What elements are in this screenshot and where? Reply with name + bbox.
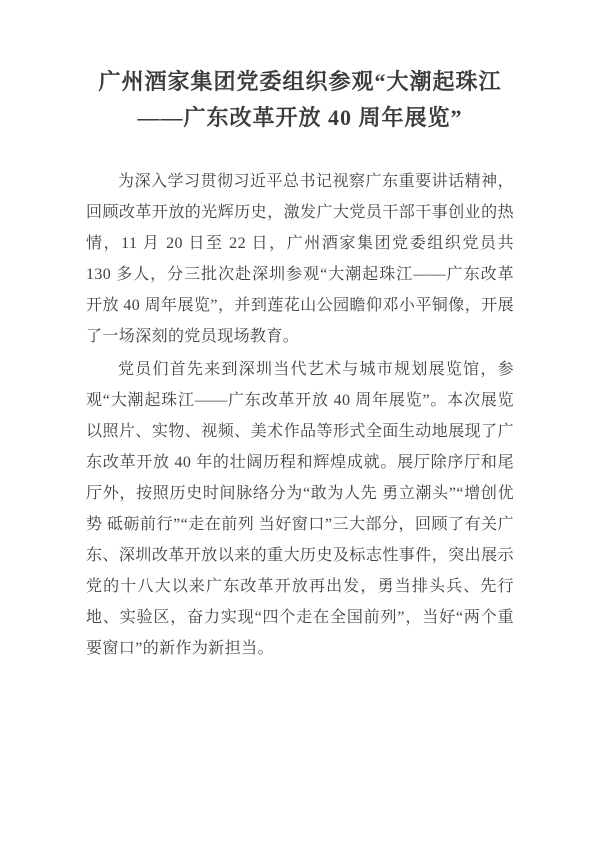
document-title xyxy=(86,64,514,136)
paragraph-intro: 为深入学习贯彻习近平总书记视察广东重要讲话精神，回顾改革开放的光辉历史，激发广大党员干部干事创业的热情，11 月 20 日至 22 日，广州酒家集团党委组织党员共 130 多人，分三批次赴深圳参观“大潮起珠江——广东改革开放 40 周年展览”，并到莲花山公园瞻仰邓小平铜像，开展了一场深刻的党员现场教育。 xyxy=(86,173,514,345)
document-title-line2: ——广东改革开放 40 周年展览” xyxy=(137,105,463,130)
document-title-line1: 广州酒家集团党委组织参观“大潮起珠江 xyxy=(98,69,502,94)
paragraph-exhibition-visit: 党员们首先来到深圳当代艺术与城市规划展览馆，参观“大潮起珠江——广东改革开放 40 周年展览”。本次展览以照片、实物、视频、美术作品等形式全面生动地展现了广东改革开放 40 年的壮阔历程和辉煌成就。展厅除序厅和尾厅外，按照历史时间脉络分为“敢为人先 勇立潮头”“增创优势 砥砺前行”“走在前列 当好窗口”三大部分，回顾了有关广东、深圳改革开放以来的重大历史及标志性事件，突出展示党的十八大以来广东改革开放再出发，勇当排头兵、先行地、实验区，奋力实现“四个走在全国前列”，当好“两个重要窗口”的新作为新担当。 xyxy=(86,361,514,657)
